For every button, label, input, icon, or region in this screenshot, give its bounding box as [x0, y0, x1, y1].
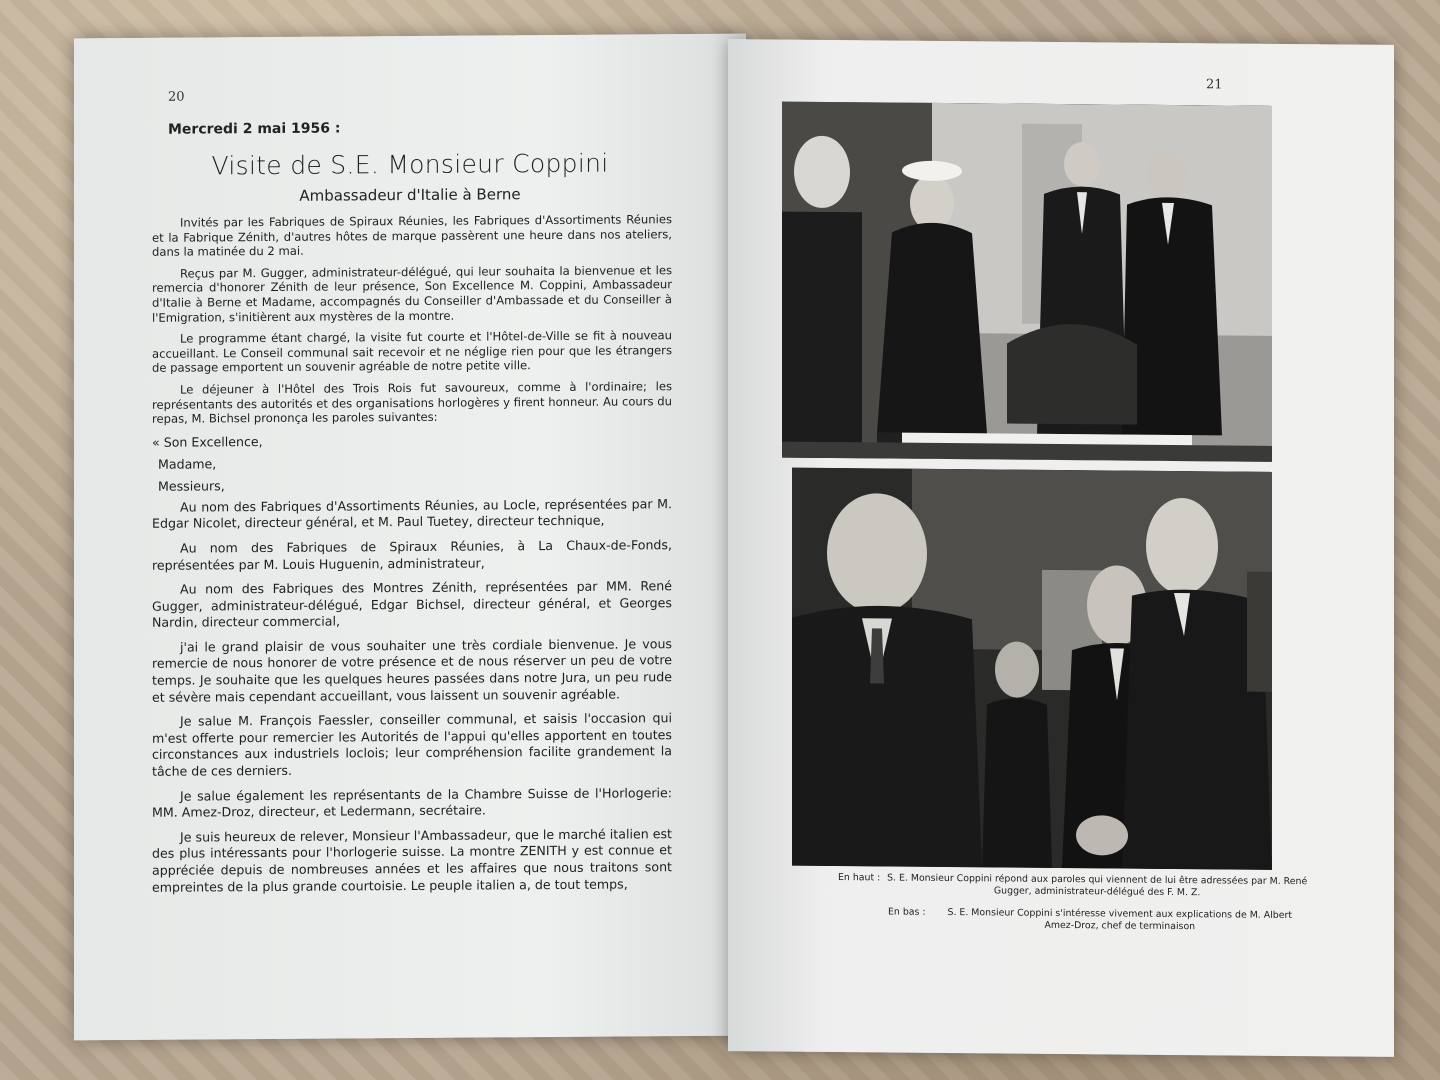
speech-paragraph: Au nom des Fabriques des Montres Zénith, représentées par MM. René Gugger, administrateur-délégué, Edgar Bichsel, directeur général, et Georges Nardin, directeur commercial,: [152, 578, 672, 631]
photo-bottom: [792, 468, 1272, 870]
speech-paragraph: Je suis heureux de relever, Monsieur l'Ambassadeur, que le marché italien est des plus intéressants pour l'horlogerie suisse. La montre ZENITH y est connue et appréciée depuis de nombreuses années et les affaires que nous traitons sont empreintes de la plus grande courtoisie. Le peuple italien a, de tout temps,: [152, 825, 672, 895]
page-number-left: 20: [168, 89, 185, 105]
speech-paragraph: j'ai le grand plaisir de vous souhaiter une très cordiale bienvenue. Je vous remercie de nous honorer de votre présence et de nous réserver un peu de votre temps. Je souhaite que les quelques heures passées dans notre Jura, un peu rude et sévère mais cependant accueillant, vous laissent un souvenir agréable.: [152, 636, 672, 705]
photo-top-image: [782, 102, 1272, 462]
speech-paragraph: Au nom des Fabriques d'Assortiments Réunies, au Locle, représentées par M. Edgar Nicolet, directeur général, et M. Paul Tuetey, directeur technique,: [152, 495, 672, 532]
article-body: [152, 212, 672, 904]
article-title: Visite de S.E. Monsieur Coppini: [211, 148, 609, 181]
salutation: Messieurs,: [158, 478, 225, 494]
caption-bottom-prefix: En bas :: [888, 906, 926, 918]
speech-paragraph: Au nom des Fabriques de Spiraux Réunies, à La Chaux-de-Fonds, représentées par M. Louis Huguenin, administrateur,: [152, 537, 672, 573]
speech-paragraph: Je salue également les représentants de la Chambre Suisse de l'Horlogerie: MM. Amez-Droz, directeur, et Ledermann, secrétaire.: [152, 784, 672, 821]
paragraph: Le déjeuner à l'Hôtel des Trois Rois fut savoureux, comme à l'ordinaire; les représentants des autorités et des organisations horlogères y firent honneur. Au cours du repas, M. Bichsel prononça les paroles suivantes:: [152, 379, 672, 426]
salutation: « Son Excellence,: [152, 433, 263, 450]
date-heading: Mercredi 2 mai 1956 :: [168, 120, 341, 138]
caption-top-text: S. E. Monsieur Coppini répond aux paroles qui viennent de lui être adressées par M. René Gugger, administrateur-délégué des F. M. Z.: [887, 872, 1308, 898]
article-subtitle: Ambassadeur d'Italie à Berne: [299, 185, 521, 205]
caption-top-prefix: En haut :: [838, 872, 881, 884]
speech-paragraph: Je salue M. François Faessler, conseiller communal, et saisis l'occasion qui m'est offerte pour remercier les Autorités de l'appui qu'elles apportent en toutes circonstances aux industriels loclois; leur compréhension facilite grandement la tâche de ces derniers.: [152, 710, 672, 779]
photo-top: [782, 102, 1272, 462]
salutation: Madame,: [158, 456, 217, 472]
caption-top: [838, 872, 1308, 899]
photo-bottom-image: [792, 468, 1272, 870]
right-page: [728, 39, 1394, 1057]
paragraph: Invités par les Fabriques de Spiraux Réunies, les Fabriques d'Assortiments Réunies et la Fabrique Zénith, d'autres hôtes de marque passèrent une heure dans nos ateliers, dans la matinée du 2 mai.: [152, 212, 672, 259]
left-page: [74, 34, 746, 1041]
paragraph: Reçus par M. Gugger, administrateur-délégué, qui leur souhaita la bienvenue et les remercia d'honorer Zénith de leur présence, Son Excellence M. Coppini, Ambassadeur d'Italie à Berne et Madame, accompagnés du Conseiller d'Ambassade et du Conseiller à l'Emigration, s'initièrent aux mystères de la montre.: [152, 262, 672, 325]
paragraph: Le programme étant chargé, la visite fut courte et l'Hôtel-de-Ville se fit à nouveau accueillant. Le Conseil communal sait recevoir et ne néglige rien pour que les étrangers de passage emportent un souvenir agréable de notre petite ville.: [152, 328, 672, 376]
caption-bottom-text: S. E. Monsieur Coppini s'intéresse vivement aux explications de M. Albert Amez-Droz, chef de terminaison: [947, 907, 1293, 932]
page-number-right: 21: [1206, 77, 1223, 93]
caption-bottom: [888, 906, 1308, 933]
